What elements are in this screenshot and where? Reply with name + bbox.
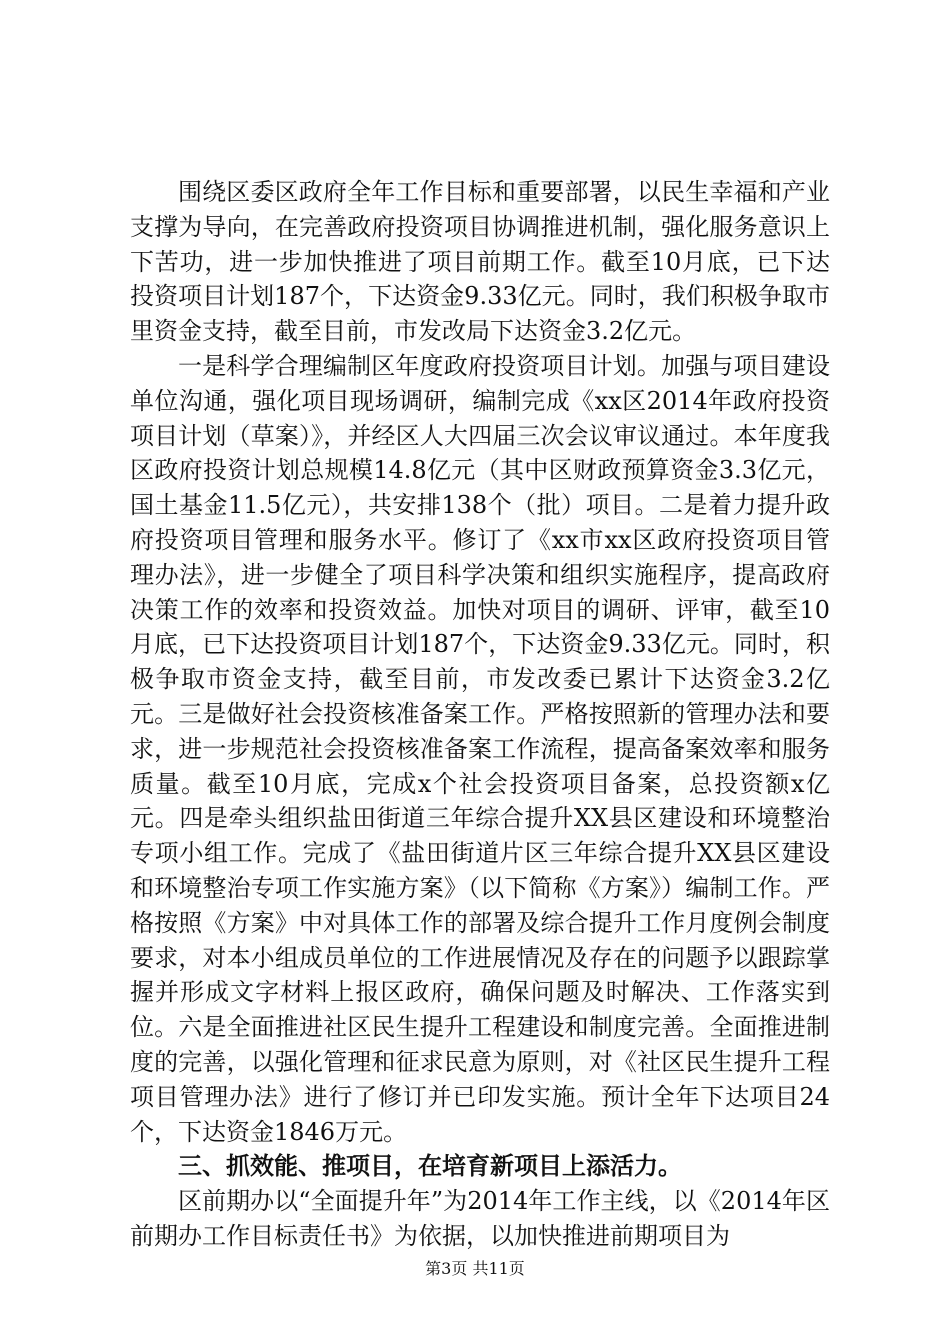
section-heading: 三、抓效能、推项目，在培育新项目上添活力。 xyxy=(178,1152,682,1181)
document-body xyxy=(130,175,830,1254)
paragraph-intro: 围绕区委区政府全年工作目标和重要部署，以民生幸福和产业支撑为导向，在完善政府投资项目协调推进机制，强化服务意识上下苦功，进一步加快推进了项目前期工作。截至10月底，已下达投资项目计划187个，下达资金9.33亿元。同时，我们积极争取市里资金支持，截至目前，市发改局下达资金3.2亿元。 xyxy=(130,178,830,346)
page-number-footer: 第3页 共11页 xyxy=(425,1259,525,1278)
paragraph-details: 一是科学合理编制区年度政府投资项目计划。加强与项目建设单位沟通，强化项目现场调研，编制完成《xx区2014年政府投资项目计划（草案）》，并经区人大四届三次会议审议通过。本年度我区政府投资计划总规模14.8亿元（其中区财政预算资金3.3亿元，国土基金11.5亿元），共安排138个（批）项目。二是着力提升政府投资项目管理和服务水平。修订了《xx市xx区政府投资项目管理办法》，进一步健全了项目科学决策和组织实施程序，提高政府决策工作的效率和投资效益。加快对项目的调研、评审，截至10月底，已下达投资项目计划187个，下达资金9.33亿元。同时，积极争取市资金支持，截至目前，市发改委已累计下达资金3.2亿元。三是做好社会投资核准备案工作。严格按照新的管理办法和要求，进一步规范社会投资核准备案工作流程，提高备案效率和服务质量。截至10月底，完成x个社会投资项目备案，总投资额x亿元。四是牵头组织盐田街道三年综合提升XX县区建设和环境整治专项小组工作。完成了《盐田街道片区三年综合提升XX县区建设和环境整治专项工作实施方案》（以下简称《方案》）编制工作。严格按照《方案》中对具体工作的部署及综合提升工作月度例会制度要求，对本小组成员单位的工作进展情况及存在的问题予以跟踪掌握并形成文字材料上报区政府，确保问题及时解决、工作落实到位。六是全面推进社区民生提升工程建设和制度完善。全面推进制度的完善，以强化管理和征求民意为原则，对《社区民生提升工程项目管理办法》进行了修订并已印发实施。预计全年下达项目24个，下达资金1846万元。 xyxy=(130,351,830,1146)
paragraph-closing: 区前期办以“全面提升年”为2014年工作主线，以《2014年区前期办工作目标责任书》为依据，以加快推进前期项目为 xyxy=(130,1187,830,1250)
